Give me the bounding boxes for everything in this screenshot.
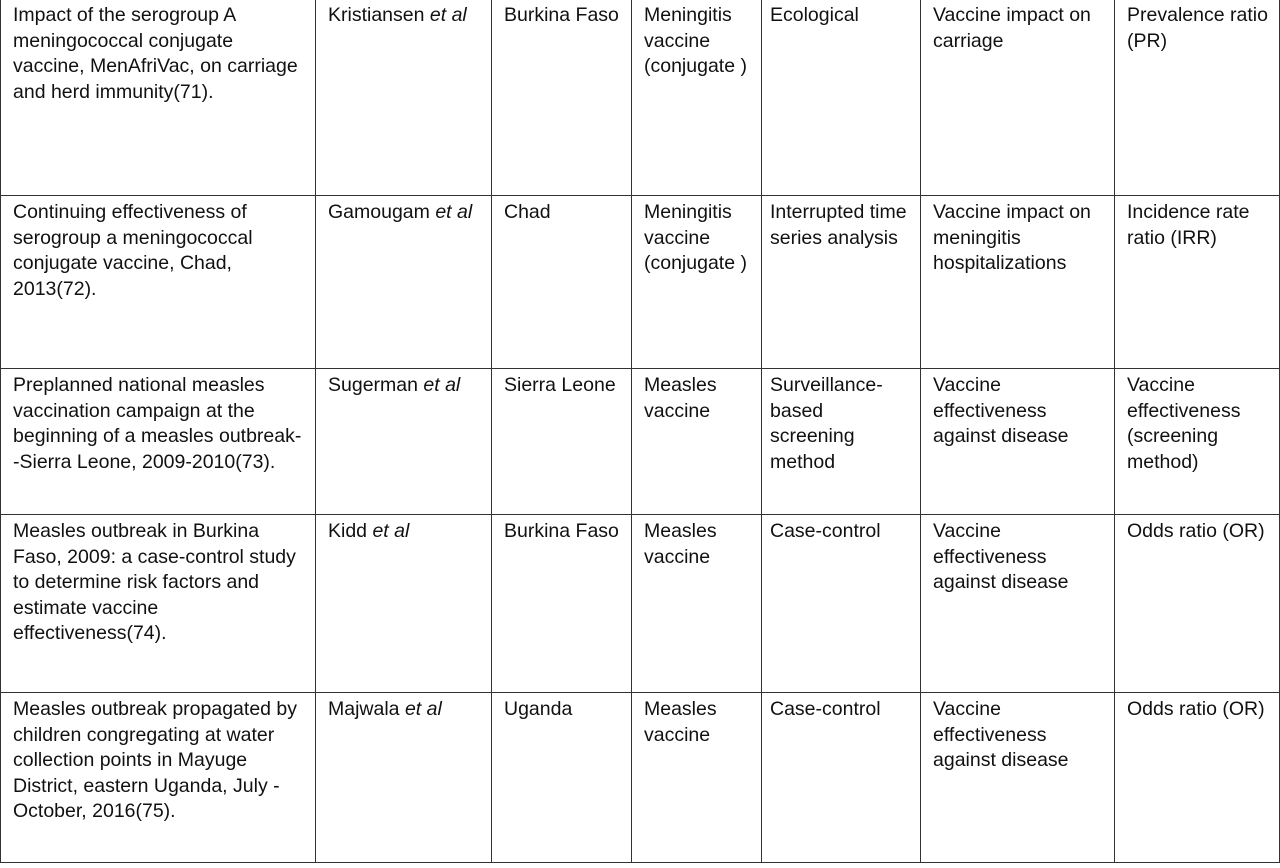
table-row	[1, 369, 1280, 515]
author-cell	[316, 369, 492, 515]
study-title-cell	[1, 196, 316, 369]
study-title: Preplanned national measles vaccination campaign at the beginning of a measles outbreak--Sierra Leone, 2009-2010(73).	[13, 374, 302, 473]
study-title-cell	[1, 693, 316, 863]
study-design-cell: Case-control	[762, 693, 921, 863]
outcome-cell: Vaccine effectiveness against disease	[921, 693, 1115, 863]
study-title: Measles outbreak in Burkina Faso, 2009: a case-control study to determine risk factors and estimate vaccine effectiveness(74).	[13, 520, 296, 645]
author-cell	[316, 0, 492, 196]
study-title-cell	[1, 0, 316, 196]
country-cell: Sierra Leone	[492, 369, 632, 515]
study-title: Impact of the serogroup A meningococcal conjugate vaccine, MenAfriVac, on carriage and herd immunity(71).	[13, 4, 298, 103]
study-design-cell: Case-control	[762, 515, 921, 693]
outcome-cell: Vaccine effectiveness against disease	[921, 369, 1115, 515]
outcome-cell: Vaccine effectiveness against disease	[921, 515, 1115, 693]
author-name: Kidd	[328, 520, 368, 542]
outcome-cell: Vaccine impact on meningitis hospitalizations	[921, 196, 1115, 369]
study-title: Continuing effectiveness of serogroup a meningococcal conjugate vaccine, Chad, 2013(72).	[13, 201, 253, 300]
table-row	[1, 196, 1280, 369]
author-name: Majwala	[328, 698, 400, 720]
vaccine-cell: Measles vaccine	[632, 693, 762, 863]
et-al: et al	[435, 201, 473, 223]
author-name: Sugerman	[328, 374, 418, 396]
author-cell	[316, 196, 492, 369]
measure-cell: Vaccine effectiveness (screening method)	[1115, 369, 1280, 515]
vaccine-cell: Measles vaccine	[632, 369, 762, 515]
table-row	[1, 0, 1280, 196]
outcome-cell: Vaccine impact on carriage	[921, 0, 1115, 196]
measure-cell: Incidence rate ratio (IRR)	[1115, 196, 1280, 369]
study-title-cell	[1, 515, 316, 693]
study-design-cell: Surveillance-based screening method	[762, 369, 921, 515]
author-cell	[316, 515, 492, 693]
study-title: Measles outbreak propagated by children congregating at water collection points in Mayuge District, eastern Uganda, July - October, 2016(75).	[13, 698, 298, 823]
author-name: Kristiansen	[328, 4, 425, 26]
measure-cell: Odds ratio (OR)	[1115, 693, 1280, 863]
et-al: et al	[429, 4, 467, 26]
vaccine-cell: Meningitis vaccine (conjugate )	[632, 0, 762, 196]
et-al: et al	[423, 374, 461, 396]
author-cell	[316, 693, 492, 863]
measure-cell: Odds ratio (OR)	[1115, 515, 1280, 693]
vaccine-cell: Measles vaccine	[632, 515, 762, 693]
author-name: Gamougam	[328, 201, 430, 223]
measure-cell: Prevalence ratio (PR)	[1115, 0, 1280, 196]
table-row	[1, 515, 1280, 693]
table-row	[1, 693, 1280, 863]
et-al: et al	[372, 520, 410, 542]
country-cell: Uganda	[492, 693, 632, 863]
vaccine-cell: Meningitis vaccine (conjugate )	[632, 196, 762, 369]
study-design-cell: Ecological	[762, 0, 921, 196]
country-cell: Burkina Faso	[492, 0, 632, 196]
country-cell: Chad	[492, 196, 632, 369]
country-cell: Burkina Faso	[492, 515, 632, 693]
study-design-cell: Interrupted time series analysis	[762, 196, 921, 369]
study-title-cell	[1, 369, 316, 515]
et-al: et al	[404, 698, 442, 720]
